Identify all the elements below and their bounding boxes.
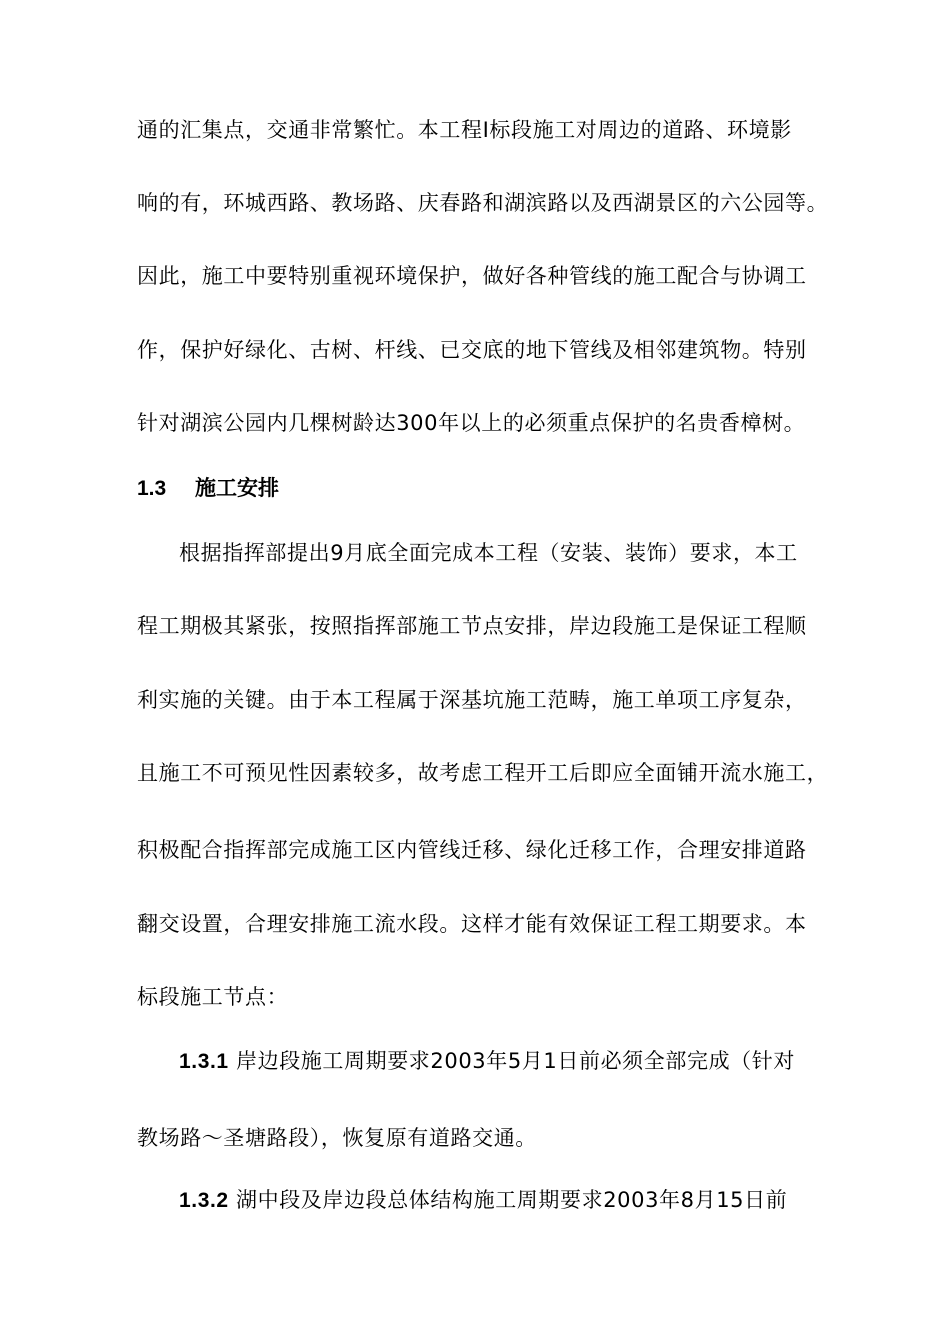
paragraph1-line-4: 作，保护好绿化、古树、杆线、已交底的地下管线及相邻建筑物。特别 — [137, 338, 807, 362]
paragraph2-line-2: 程工期极其紧张，按照指挥部施工节点安排，岸边段施工是保证工程顺 — [137, 614, 807, 638]
item-1-3-2-line-1 — [179, 1186, 787, 1215]
paragraph1-line-3: 因此，施工中要特别重视环境保护，做好各种管线的施工配合与协调工 — [137, 264, 807, 288]
paragraph2-line-6: 翻交设置，合理安排施工流水段。这样才能有效保证工程工期要求。本 — [137, 912, 807, 936]
paragraph1-line-2: 响的有，环城西路、教场路、庆春路和湖滨路以及西湖景区的六公园等。 — [137, 191, 829, 215]
item-1-3-2-number: 1.3.2 — [179, 1189, 229, 1212]
item-1-3-1-text: 岸边段施工周期要求2003年5月1日前必须全部完成（针对 — [236, 1049, 795, 1073]
item-1-3-1-number: 1.3.1 — [179, 1050, 229, 1073]
section-heading — [137, 474, 279, 503]
paragraph2-line-1: 根据指挥部提出9月底全面完成本工程（安装、装饰）要求，本工 — [179, 541, 798, 565]
paragraph2-line-3: 利实施的关键。由于本工程属于深基坑施工范畴，施工单项工序复杂， — [137, 688, 807, 712]
item-1-3-2-text: 湖中段及岸边段总体结构施工周期要求2003年8月15日前 — [236, 1188, 788, 1212]
item-1-3-1-line-2: 教场路～圣塘路段），恢复原有道路交通。 — [137, 1126, 537, 1150]
item-1-3-1-line-1 — [179, 1047, 795, 1076]
paragraph1-line-5: 针对湖滨公园内几棵树龄达300年以上的必须重点保护的名贵香樟树。 — [137, 411, 806, 435]
section-title: 施工安排 — [195, 476, 279, 500]
paragraph2-line-7: 标段施工节点： — [137, 985, 289, 1009]
paragraph1-line-1: 通的汇集点，交通非常繁忙。本工程Ⅰ标段施工对周边的道路、环境影 — [137, 118, 792, 142]
section-number: 1.3 — [137, 477, 167, 500]
paragraph2-line-4: 且施工不可预见性因素较多，故考虑工程开工后即应全面铺开流水施工， — [137, 761, 829, 785]
paragraph2-line-5: 积极配合指挥部完成施工区内管线迁移、绿化迁移工作，合理安排道路 — [137, 838, 807, 862]
